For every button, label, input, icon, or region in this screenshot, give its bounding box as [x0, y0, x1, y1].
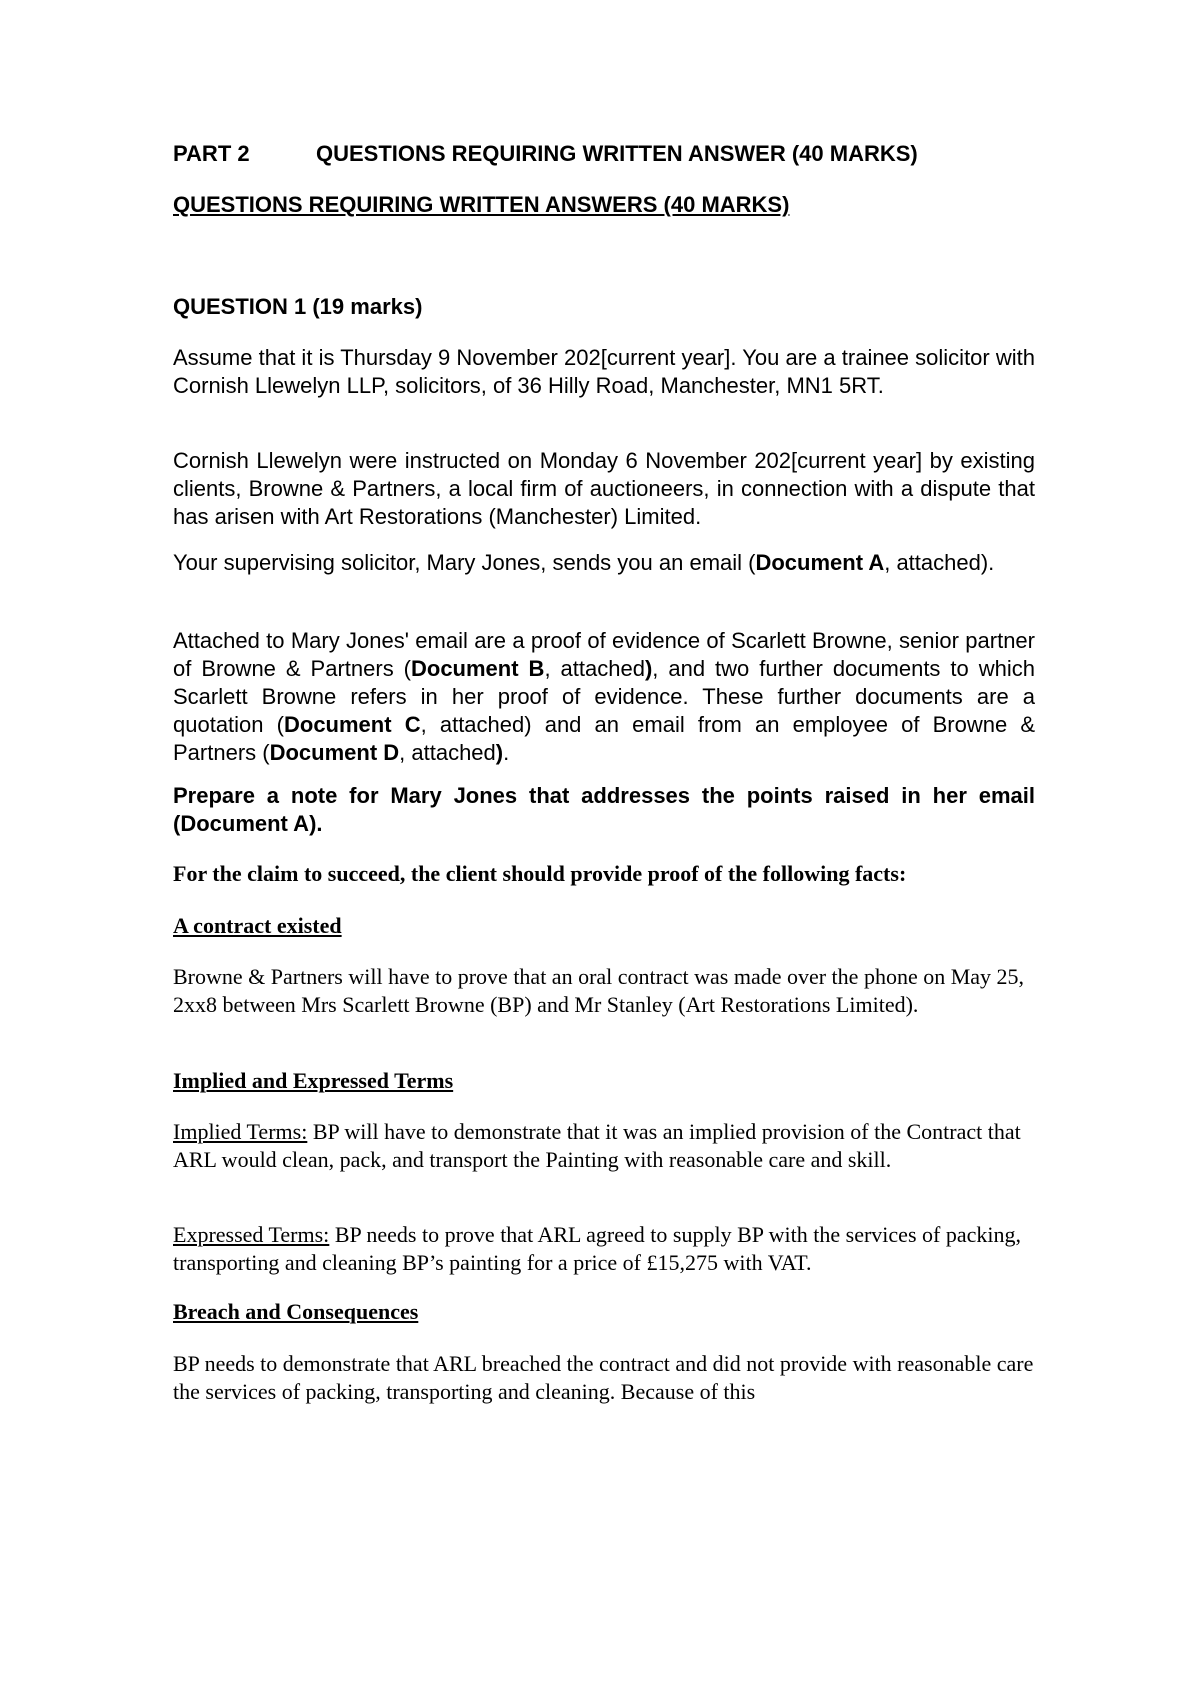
question-heading: QUESTION 1 (19 marks)	[173, 294, 423, 319]
question-paragraph-4	[173, 627, 1035, 767]
heading-terms: Implied and Expressed Terms	[173, 1068, 454, 1093]
heading-breach: Breach and Consequences	[173, 1299, 419, 1324]
question-instruction: Prepare a note for Mary Jones that addresses the points raised in her email (Document A).	[173, 783, 1035, 836]
p4-text-d: , attached) and an email from an employee of Browne & Partners (	[173, 712, 1036, 765]
p4-text-f: .	[503, 740, 510, 765]
paragraph-contract-existed: Browne & Partners will have to prove that an oral contract was made over the phone on May 25, 2xx8 between Mrs Scarlett Browne (BP) and Mr Stanley (Art Restorations Limited).	[173, 964, 1025, 1017]
expressed-terms-label: Expressed Terms:	[173, 1222, 330, 1247]
implied-terms-text: BP will have to demonstrate that it was an implied provision of the Contract that ARL would clean, pack, and transport the Painting with reasonable care and skill.	[173, 1119, 1021, 1172]
part-heading	[173, 140, 918, 168]
p4-text-c: , and two further documents to which Scarlett Browne refers in her proof of evidence. These further documents are a quotation (	[173, 656, 1035, 737]
expressed-terms-text: BP needs to prove that ARL agreed to supply BP with the services of packing, transporting and cleaning BP’s painting for a price of £15,275 with VAT.	[173, 1222, 1021, 1275]
document-d-ref: Document D	[269, 740, 400, 765]
document-a-ref: Document A	[755, 550, 885, 575]
heading-contract-existed: A contract existed	[173, 913, 342, 938]
p4-text-a: Attached to Mary Jones' email are a proof of evidence of Scarlett Browne, senior partner of Browne & Partners (	[173, 628, 1035, 681]
question-paragraph-2: Cornish Llewelyn were instructed on Monday 6 November 202[current year] by existing clients, Browne & Partners, a local firm of auctioneers, in connection with a dispute that has arisen with Art Restorations (Manchester) Limited.	[173, 448, 1035, 529]
p4-paren-2: )	[495, 740, 504, 765]
p3-text-a: Your supervising solicitor, Mary Jones, sends you an email (	[173, 550, 756, 575]
part-title: QUESTIONS REQUIRING WRITTEN ANSWER (40 MARKS)	[316, 141, 918, 166]
question-paragraph-3	[173, 549, 1035, 577]
document-c-ref: Document C	[284, 712, 421, 737]
paragraph-breach: BP needs to demonstrate that ARL breached the contract and did not provide with reasonable care the services of packing, transporting and cleaning. Because of this	[173, 1351, 1034, 1404]
p4-text-e: , attached	[399, 740, 496, 765]
answer-intro: For the claim to succeed, the client should provide proof of the following facts:	[173, 861, 907, 886]
part-subtitle: QUESTIONS REQUIRING WRITTEN ANSWERS (40 MARKS)	[173, 192, 790, 217]
part-number: PART 2	[173, 141, 250, 166]
p4-text-b: , attached	[544, 656, 645, 681]
document-b-ref: Document B	[411, 656, 545, 681]
paragraph-expressed-terms	[173, 1221, 1053, 1277]
p3-text-b: , attached).	[884, 550, 995, 575]
question-paragraph-1: Assume that it is Thursday 9 November 202[current year]. You are a trainee solicitor with Cornish Llewelyn LLP, solicitors, of 36 Hilly Road, Manchester, MN1 5RT.	[173, 345, 1035, 398]
paragraph-implied-terms	[173, 1118, 1035, 1174]
implied-terms-label: Implied Terms:	[173, 1119, 308, 1144]
p4-paren-1: )	[644, 656, 653, 681]
